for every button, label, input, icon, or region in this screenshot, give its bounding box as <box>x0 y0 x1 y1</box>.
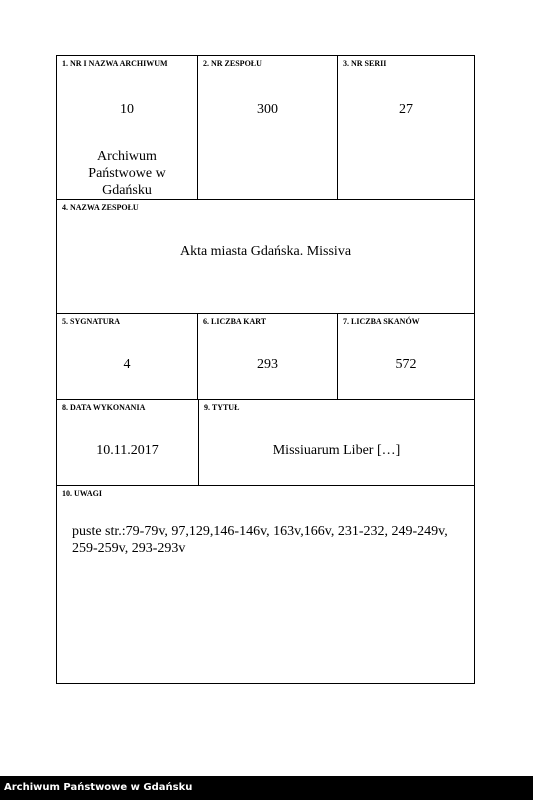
form-row-archive <box>57 56 474 200</box>
field-remarks <box>57 486 474 685</box>
field-remarks-line-2: 259-259v, 293-293v <box>72 541 186 556</box>
field-fonds-number-value: 300 <box>257 102 278 117</box>
form-row-date-title <box>57 400 474 486</box>
metadata-form <box>56 55 475 684</box>
field-fonds-name-label: 4. NAZWA ZESPOŁU <box>62 203 139 212</box>
field-scan-count-label: 7. LICZBA SKANÓW <box>343 317 420 326</box>
footer-archive-name: Archiwum Państwowe w Gdańsku <box>4 782 193 793</box>
field-series-number-value: 27 <box>399 102 413 117</box>
field-card-count <box>197 314 337 399</box>
field-remarks-line-1: puste str.:79-79v, 97,129,146-146v, 163v,166v, 231-232, 249-249v, <box>72 524 448 539</box>
field-fonds-number <box>197 56 337 199</box>
field-archive-name-line-1: Archiwum <box>97 149 157 164</box>
field-fonds-name-value: Akta miasta Gdańska. Missiva <box>179 244 352 259</box>
form-row-remarks <box>57 486 474 685</box>
field-title <box>198 400 474 485</box>
field-series-number-label: 3. NR SERII <box>343 59 387 68</box>
field-title-label: 9. TYTUŁ <box>204 403 240 412</box>
field-series-number <box>337 56 474 199</box>
field-signature <box>57 314 197 399</box>
field-card-count-value: 293 <box>257 357 278 372</box>
form-row-fonds-name <box>57 200 474 314</box>
field-fonds-number-label: 2. NR ZESPOŁU <box>203 59 262 68</box>
field-title-value: Missiuarum Liber […] <box>272 443 401 458</box>
field-archive-number: 10 <box>120 102 134 117</box>
field-scan-count-value: 572 <box>395 357 417 372</box>
field-card-count-label: 6. LICZBA KART <box>203 317 267 326</box>
field-archive-name-line-2: Państwowe w <box>88 166 166 181</box>
field-archive <box>57 56 197 199</box>
field-date-label: 8. DATA WYKONANIA <box>62 403 146 412</box>
footer-bar <box>0 776 533 800</box>
field-signature-label: 5. SYGNATURA <box>62 317 121 326</box>
field-date <box>57 400 198 485</box>
field-date-value: 10.11.2017 <box>96 443 159 458</box>
field-archive-label: 1. NR I NAZWA ARCHIWUM <box>62 59 168 68</box>
field-archive-name-line-3: Gdańsku <box>102 183 152 198</box>
field-signature-value: 4 <box>123 357 131 372</box>
field-remarks-label: 10. UWAGI <box>62 489 103 498</box>
form-row-signature <box>57 314 474 400</box>
field-fonds-name <box>57 200 474 313</box>
field-scan-count <box>337 314 474 399</box>
